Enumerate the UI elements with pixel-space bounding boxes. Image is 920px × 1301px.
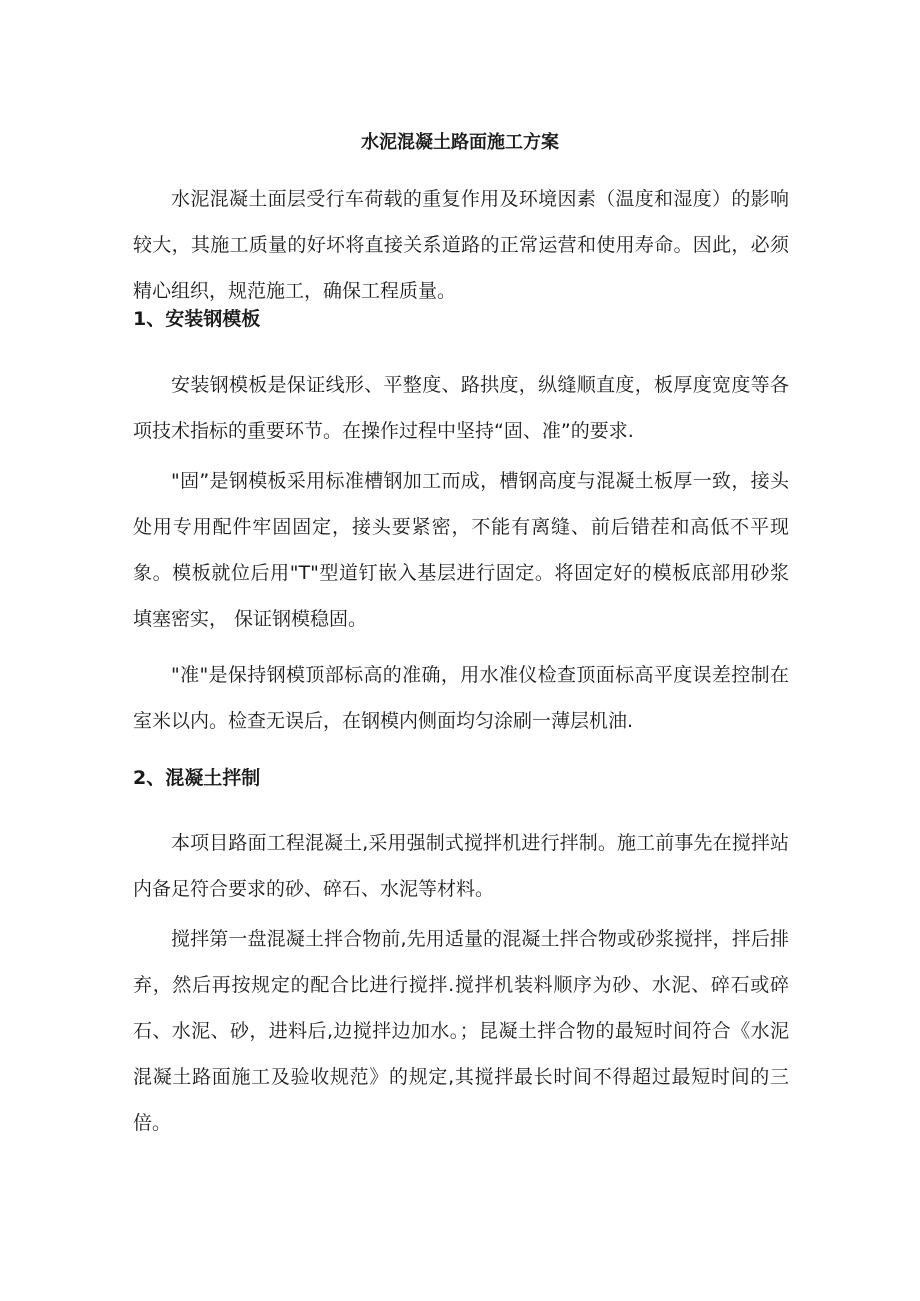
document-title: 水泥混凝土路面施工方案 <box>361 132 559 153</box>
section-1-paragraph-2: "固”是钢模板采用标准槽钢加工而成，槽钢高度与混凝土板厚一致，接头处用专用配件牢固固定，接头要紧密，不能有离缝、前后错茬和高低不平现象。模板就位后用"T"型道钉嵌入基层进行固定。将固定好的模板底部用砂浆填塞密实， 保证钢模稳固。 <box>133 470 789 630</box>
section-2-paragraph-2: 搅拌第一盘混凝土拌合物前,先用适量的混凝土拌合物或砂浆搅拌，拌后排弃，然后再按规定的配合比进行搅拌.搅拌机装料顺序为砂、水泥、碎石或碎石、水泥、砂，进料后,边搅拌边加水。；昆凝土拌合物的最短时间符合《水泥混凝土路面施工及验收规范》的规定,其搅拌最长时间不得超过最短时间的三倍。 <box>133 928 789 1134</box>
section-2-paragraph-1: 本项目路面工程混凝土,采用强制式搅拌机进行拌制。施工前事先在搅拌站内备足符合要求的砂、碎石、水泥等材料。 <box>133 832 789 900</box>
section-1-paragraph-1: 安装钢模板是保证线形、平整度、路拱度，纵缝顺直度，板厚度宽度等各项技术指标的重要环节。在操作过程中坚持“固、准”的要求. <box>133 374 789 442</box>
intro-paragraph: 水泥混凝土面层受行车荷载的重复作用及环境因素（温度和湿度）的影响较大，其施工质量的好坏将直接关系道路的正常运营和使用寿命。因此，必须精心组织，规范施工，确保工程质量。 <box>133 188 789 302</box>
section-2-heading: 2、混凝土拌制 <box>133 767 261 789</box>
section-1-heading: 1、安装钢模板 <box>133 308 261 330</box>
section-1-paragraph-3: "准"是保持钢模顶部标高的准确，用水准仪检查顶面标高平度误差控制在室米以内。检查无误后，在钢模内侧面均匀涂刷一薄层机油. <box>133 664 789 732</box>
